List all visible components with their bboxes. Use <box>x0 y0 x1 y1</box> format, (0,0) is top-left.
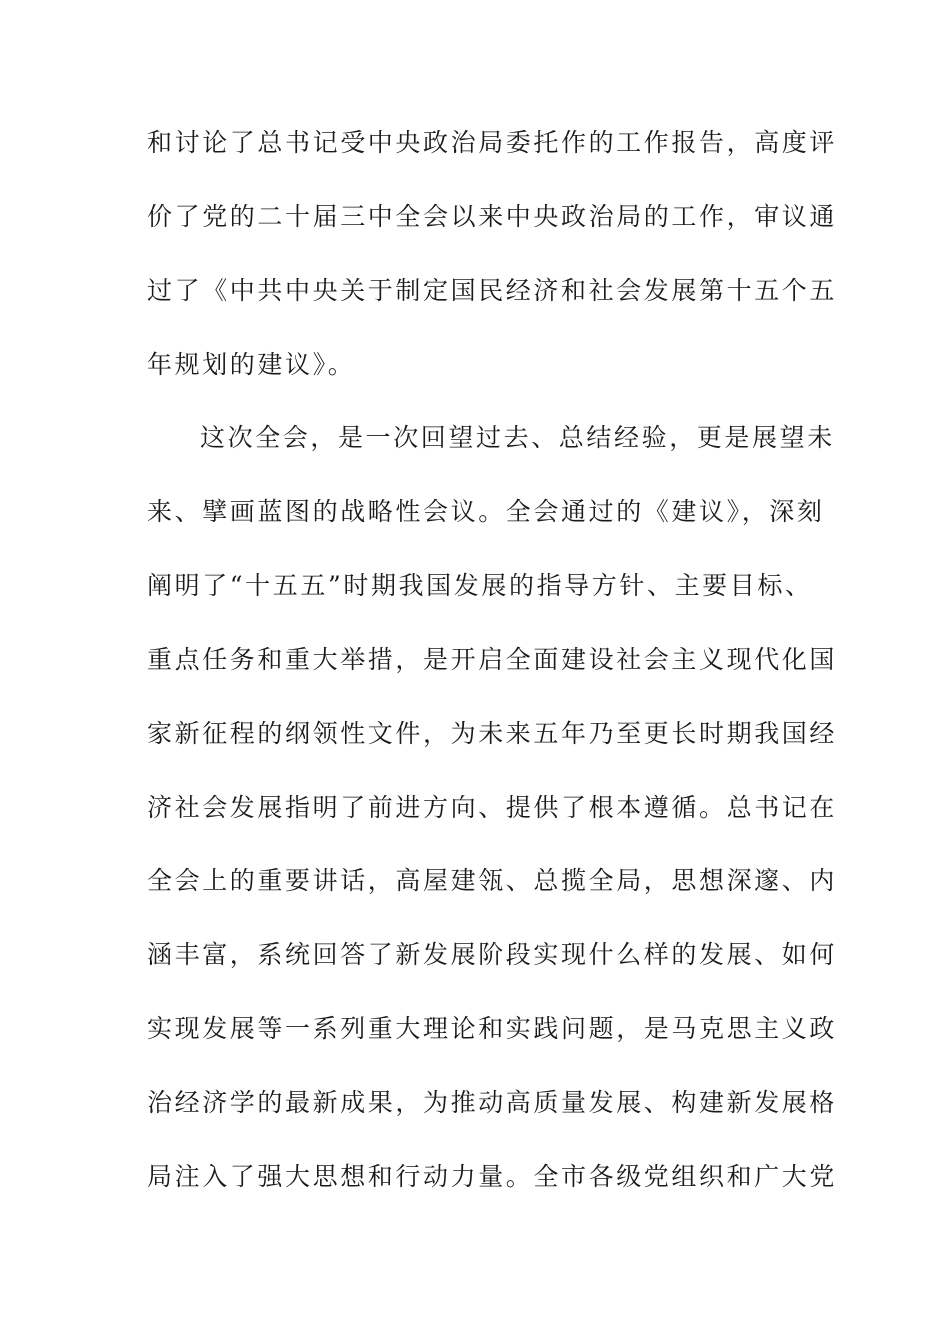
text-line: 治经济学的最新成果，为推动高质量发展、构建新发展格 <box>147 1087 838 1117</box>
text-line: 和讨论了总书记受中央政治局委托作的工作报告，高度评 <box>147 128 838 157</box>
text-line: 年规划的建议》。 <box>147 349 356 379</box>
text-line: 重点任务和重大举措，是开启全面建设社会主义现代化国 <box>147 644 838 674</box>
text-line: 过了《中共中央关于制定国民经济和社会发展第十五个五 <box>147 275 838 305</box>
body-text <box>147 118 838 1226</box>
paragraph-first-line: 这次全会，是一次回望过去、总结经验，更是展望未 <box>200 423 835 453</box>
text-line: 家新征程的纲领性文件，为未来五年乃至更长时期我国经 <box>147 718 838 748</box>
text-line: 涵丰富，系统回答了新发展阶段实现什么样的发展、如何 <box>147 940 838 970</box>
text-line: 来、擘画蓝图的战略性会议。全会通过的《建议》，深刻 <box>147 497 825 527</box>
text-line: 实现发展等一系列重大理论和实践问题，是马克思主义政 <box>147 1014 838 1044</box>
text-line: 阐明了“十五五”时期我国发展的指导方针、主要目标、 <box>147 571 813 601</box>
text-line: 局注入了强大思想和行动力量。全市各级党组织和广大党 <box>147 1161 838 1191</box>
text-line: 全会上的重要讲话，高屋建瓴、总揽全局，思想深邃、内 <box>147 866 838 896</box>
text-line: 价了党的二十届三中全会以来中央政治局的工作，审议通 <box>147 201 838 231</box>
text-line: 济社会发展指明了前进方向、提供了根本遵循。总书记在 <box>147 792 838 822</box>
